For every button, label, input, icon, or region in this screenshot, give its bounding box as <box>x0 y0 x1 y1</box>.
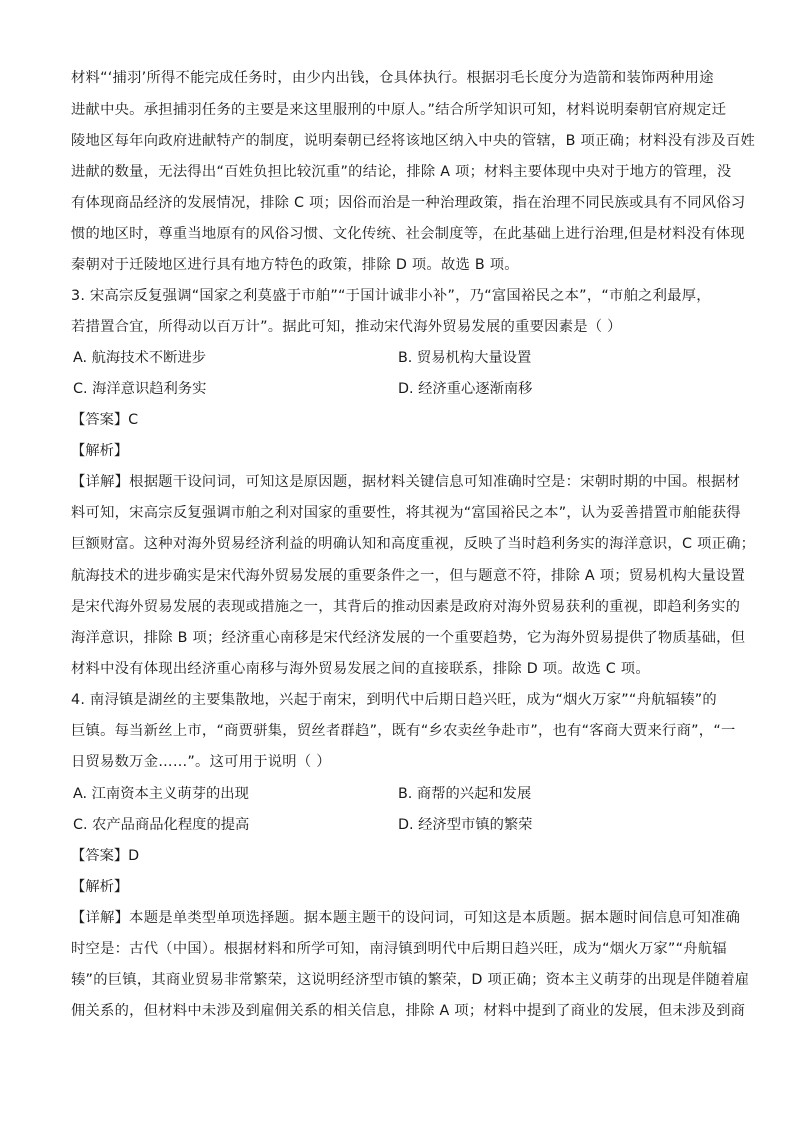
question-3-detail: 是宋代海外贸易发展的表现或措施之一，其背后的推动因素是政府对海外贸易获利的重视，即趋利务实的 <box>71 599 741 615</box>
question-3-detail: 【详解】根据题干设问词，可知这是原因题，据材料关键信息可知准确时空是：宋朝时期的中国。根据材 <box>71 474 741 490</box>
question-4-answer: 【答案】D <box>71 848 140 864</box>
question-3-option-d: D. 经济重心逐渐南移 <box>398 381 533 397</box>
question-4-stem: 日贸易数万金……”。这可用于说明（ ） <box>71 754 331 770</box>
question-3-detail: 海洋意识，排除 B 项；经济重心南移是宋代经济发展的一个重要趋势，它为海外贸易提供了物质基础，但 <box>71 630 746 646</box>
question-4-detail: 辏”的巨镇，其商业贸易非常繁荣，这说明经济型市镇的繁荣，D 项正确；资本主义萌芽的出现是伴随着雇 <box>71 972 750 988</box>
text-line: 材料“‘捕羽’所得不能完成任务时，由少内出钱，仓具体执行。根据羽毛长度分为造箭和装饰两种用途 <box>71 70 714 86</box>
question-4-option-a: A. 江南资本主义萌芽的出现 <box>73 786 249 802</box>
question-3-detail: 巨额财富。这种对海外贸易经济利益的明确认知和高度重视，反映了当时趋利务实的海洋意识，C 项正确； <box>71 536 756 552</box>
question-3-detail: 料可知，宋高宗反复强调市舶之利对国家的重要性，将其视为“富国裕民之本”，认为妥善措置市舶能获得 <box>71 505 741 521</box>
question-4-option-c: C. 农产品商品化程度的提高 <box>73 817 250 833</box>
question-3-option-a: A. 航海技术不断进步 <box>73 350 206 366</box>
question-3-detail: 材料中没有体现出经济重心南移与海外贸易发展之间的直接联系，排除 D 项。故选 C 项。 <box>71 661 650 677</box>
question-3-detail: 航海技术的进步确实是宋代海外贸易发展的重要条件之一，但与题意不符，排除 A 项；贸易机构大量设置 <box>71 568 746 584</box>
text-line: 有体现商品经济的发展情况，排除 C 项；因俗而治是一种治理政策，指在治理不同民族或具有不同风俗习 <box>71 195 746 211</box>
text-line: 惯的地区时，尊重当地原有的风俗习惯、文化传统、社会制度等，在此基础上进行治理,但是材料没有体现 <box>71 226 745 242</box>
question-3-analysis-tag: 【解析】 <box>71 443 129 459</box>
question-4-detail: 时空是：古代（中国）。根据材料和所学可知，南浔镇到明代中后期日趋兴旺，成为“烟火万家”“舟航辐 <box>71 941 727 957</box>
question-3-stem: 3. 宋高宗反复强调“国家之利莫盛于市舶”“于国计诚非小补”，乃“富国裕民之本”，“市舶之利最厚， <box>71 288 711 304</box>
question-4-detail: 佣关系的，但材料中未涉及到雇佣关系的相关信息，排除 A 项；材料中提到了商业的发展，但未涉及到商 <box>71 1003 746 1019</box>
text-line: 进献的数量，无法得出“百姓负担比较沉重”的结论，排除 A 项；材料主要体现中央对于地方的管理，没 <box>71 164 732 180</box>
question-4-detail: 【详解】本题是单类型单项选择题。据本题主题干的设问词，可知这是本质题。据本题时间信息可知准确 <box>71 910 741 926</box>
question-3-option-b: B. 贸易机构大量设置 <box>398 350 532 366</box>
question-3-option-c: C. 海洋意识趋利务实 <box>73 381 207 397</box>
question-4-option-d: D. 经济型市镇的繁荣 <box>398 817 533 833</box>
text-line: 秦朝对于迁陵地区进行具有地方特色的政策，排除 D 项。故选 B 项。 <box>71 257 519 273</box>
question-4-analysis-tag: 【解析】 <box>71 879 129 895</box>
text-line: 进献中央。承担捕羽任务的主要是来这里服刑的中原人。”结合所学知识可知，材料说明秦朝官府规定迁 <box>71 102 727 118</box>
question-4-stem: 巨镇。每当新丝上市，“商贾骈集，贸丝者群趋”，既有“乡农卖丝争赴市”，也有“客商大贾来行商”，“一 <box>71 723 736 739</box>
question-3-stem: 若措置合宜，所得动以百万计”。据此可知，推动宋代海外贸易发展的重要因素是（ ） <box>71 319 622 335</box>
question-4-option-b: B. 商帮的兴起和发展 <box>398 786 532 802</box>
question-4-stem: 4. 南浔镇是湖丝的主要集散地，兴起于南宋，到明代中后期日趋兴旺，成为“烟火万家”“舟航辐辏”的 <box>71 692 717 708</box>
question-3-answer: 【答案】C <box>71 412 139 428</box>
text-line: 陵地区每年向政府进献特产的制度，说明秦朝已经将该地区纳入中央的管辖，B 项正确；材料没有涉及百姓 <box>71 133 756 149</box>
